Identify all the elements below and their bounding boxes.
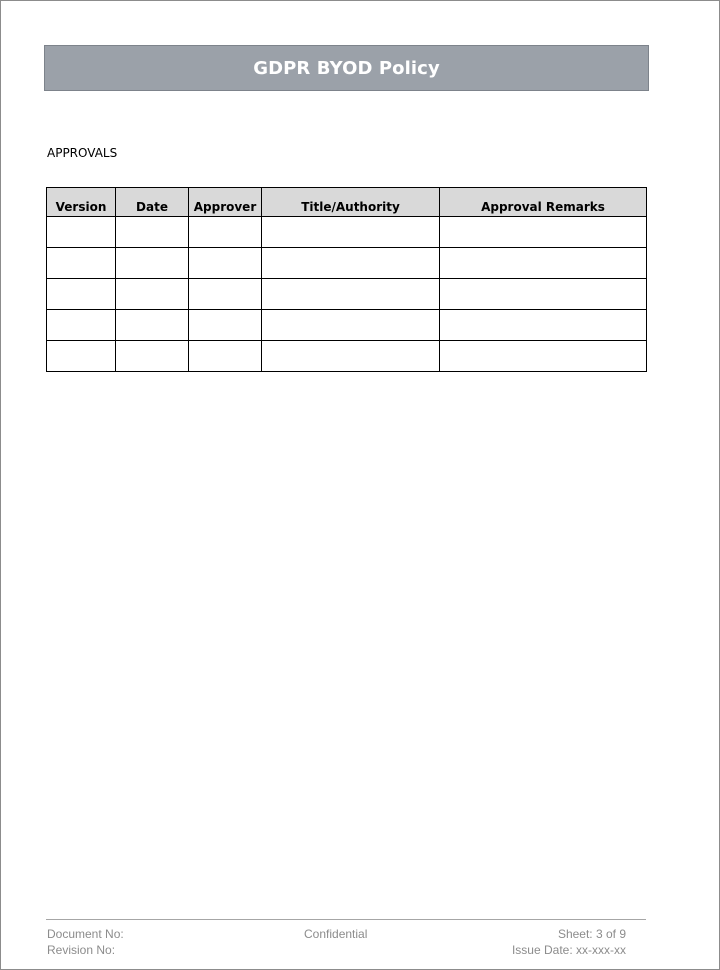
table-cell bbox=[47, 279, 116, 310]
footer-revision-no: Revision No: bbox=[47, 943, 116, 957]
column-header-version: Version bbox=[47, 188, 116, 217]
table-cell bbox=[116, 341, 189, 372]
table-cell bbox=[440, 310, 647, 341]
table-cell bbox=[189, 341, 262, 372]
section-heading: APPROVALS bbox=[47, 146, 118, 160]
table-cell bbox=[440, 217, 647, 248]
table-cell bbox=[189, 310, 262, 341]
table-row bbox=[47, 279, 647, 310]
table-cell bbox=[440, 341, 647, 372]
footer-confidential: Confidential bbox=[304, 927, 368, 941]
table-cell bbox=[262, 341, 440, 372]
table-cell bbox=[116, 310, 189, 341]
table-cell bbox=[47, 341, 116, 372]
document-title: GDPR BYOD Policy bbox=[253, 57, 440, 79]
footer-sheet-number: Sheet: 3 of 9 bbox=[557, 927, 626, 941]
table-cell bbox=[47, 217, 116, 248]
approvals-table bbox=[46, 187, 647, 372]
column-header-date: Date bbox=[116, 188, 189, 217]
table-cell bbox=[440, 248, 647, 279]
column-header-approval-remarks: Approval Remarks bbox=[440, 188, 647, 217]
table-row bbox=[47, 310, 647, 341]
table-cell bbox=[262, 279, 440, 310]
table-header-row bbox=[47, 188, 647, 217]
table-cell bbox=[189, 217, 262, 248]
title-banner bbox=[44, 45, 649, 91]
table-cell bbox=[189, 248, 262, 279]
footer-divider bbox=[46, 919, 646, 920]
table-row bbox=[47, 341, 647, 372]
table-cell bbox=[189, 279, 262, 310]
table-cell bbox=[116, 217, 189, 248]
table-cell bbox=[440, 279, 647, 310]
table-row bbox=[47, 217, 647, 248]
table-cell bbox=[47, 248, 116, 279]
table-cell bbox=[116, 248, 189, 279]
table-cell bbox=[262, 248, 440, 279]
table-cell bbox=[262, 217, 440, 248]
footer-document-no: Document No: bbox=[47, 927, 124, 941]
footer-issue-date: Issue Date: xx-xxx-xx bbox=[511, 943, 626, 957]
table-row bbox=[47, 248, 647, 279]
column-header-title-authority: Title/Authority bbox=[262, 188, 440, 217]
table-cell bbox=[262, 310, 440, 341]
table-cell bbox=[116, 279, 189, 310]
table-cell bbox=[47, 310, 116, 341]
column-header-approver: Approver bbox=[189, 188, 262, 217]
